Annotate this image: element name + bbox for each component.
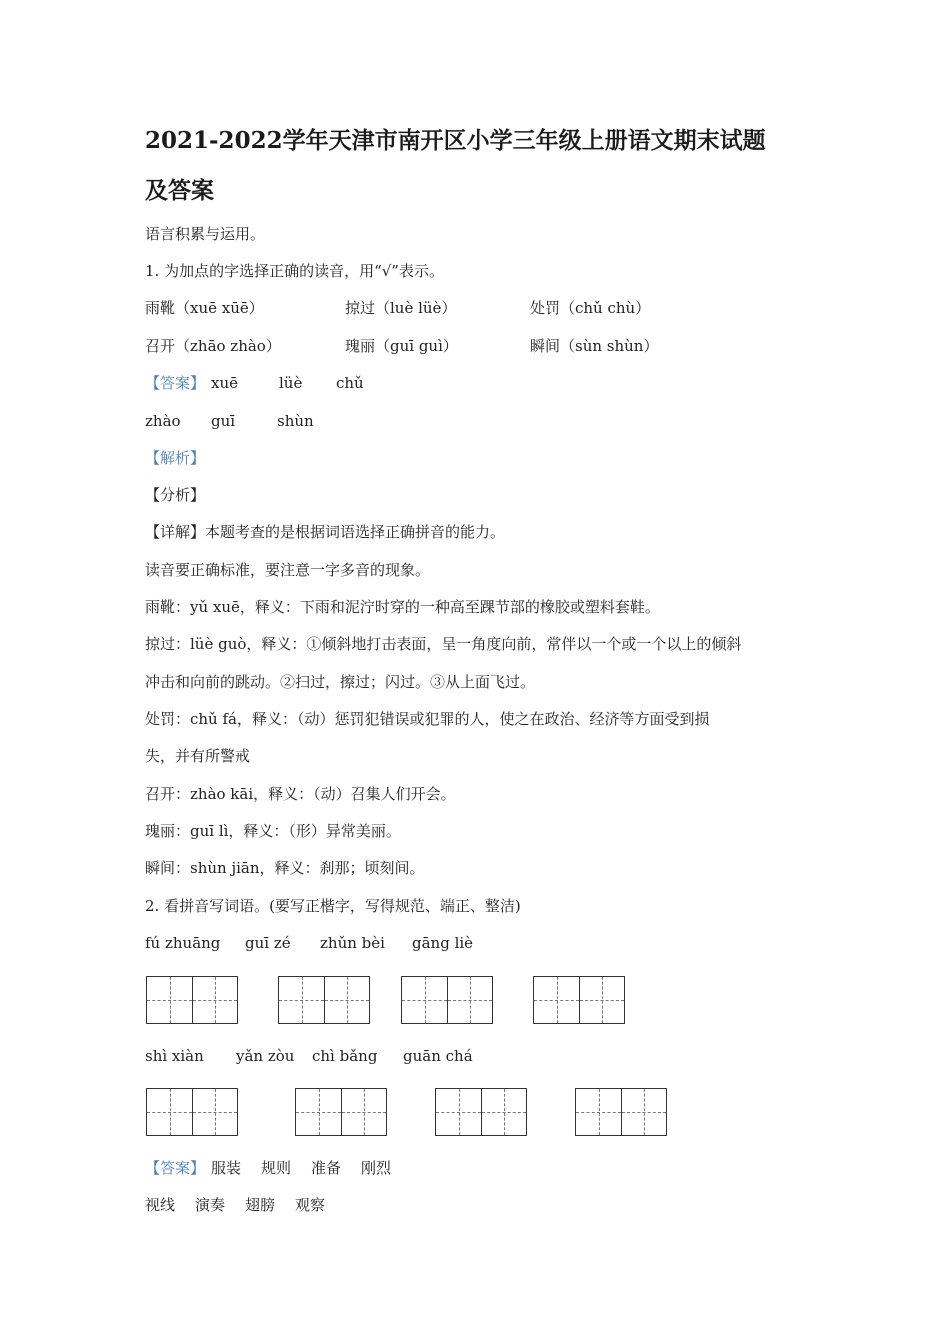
writing-grid — [435, 1088, 527, 1136]
q1-answer-2: lüè — [279, 374, 303, 392]
q1-analysis-tag: 【解析】 — [145, 449, 206, 467]
writing-box — [296, 1089, 341, 1135]
writing-box — [436, 1089, 481, 1135]
writing-box — [621, 1089, 666, 1135]
q2-answer-7: 翅膀 — [245, 1196, 276, 1214]
q2-answer-8: 观察 — [295, 1196, 326, 1214]
writing-box — [402, 977, 447, 1023]
q2-answer-1: 服装 — [211, 1159, 242, 1177]
section-heading: 语言积累与运用。 — [145, 225, 266, 243]
q1-detail — [145, 522, 505, 542]
q2-pinyin-3: zhǔn bèi — [320, 934, 385, 952]
q2-pinyin-7: chì bǎng — [312, 1047, 378, 1065]
writing-box — [192, 977, 237, 1023]
q1-explanation-line: 掠过：lüè guò，释义：①倾斜地打击表面，呈一角度向前，常伴以一个或一个以上的倾斜 — [145, 635, 742, 653]
q1-option-4: 召开（zhāo zhào） — [145, 337, 281, 355]
q1-explanation-line: 读音要正确标准，要注意一字多音的现象。 — [145, 561, 431, 579]
q1-answer-1: xuē — [211, 374, 238, 392]
writing-grid — [146, 976, 238, 1024]
q1-answer-3: chǔ — [336, 374, 364, 392]
q1-explanation-line: 处罚：chǔ fá，释义：（动）惩罚犯错误或犯罪的人，使之在政治、经济等方面受到损 — [145, 710, 710, 728]
q2-answer-2: 规则 — [261, 1159, 292, 1177]
writing-box — [447, 977, 492, 1023]
question-2-prompt: 2. 看拼音写词语。(要写正楷字，写得规范、端正、整洁) — [145, 897, 521, 915]
writing-grid — [401, 976, 493, 1024]
q1-explanation-line: 瑰丽：guī lì，释义：（形）异常美丽。 — [145, 822, 401, 840]
writing-box — [481, 1089, 526, 1135]
q1-detail-text: 本题考查的是根据词语选择正确拼音的能力。 — [205, 523, 506, 541]
writing-box — [192, 1089, 237, 1135]
q1-option-5: 瑰丽（guī guì） — [345, 337, 458, 355]
writing-grid — [295, 1088, 387, 1136]
q1-option-6: 瞬间（sùn shùn） — [530, 337, 659, 355]
writing-box — [341, 1089, 386, 1135]
q2-answer-tag: 【答案】 — [145, 1159, 206, 1177]
q2-answer-5: 视线 — [145, 1196, 176, 1214]
q1-explanation-line: 雨靴：yǔ xuē，释义：下雨和泥泞时穿的一种高至踝节部的橡胶或塑料套鞋。 — [145, 598, 660, 616]
writing-box — [279, 977, 324, 1023]
q2-answer-6: 演奏 — [195, 1196, 226, 1214]
writing-grid — [533, 976, 625, 1024]
writing-box — [147, 1089, 192, 1135]
q2-pinyin-6: yǎn zòu — [236, 1047, 295, 1065]
q1-detail-tag: 【详解】 — [145, 523, 206, 541]
writing-box — [324, 977, 369, 1023]
q2-pinyin-5: shì xiàn — [145, 1047, 204, 1065]
q2-pinyin-4: gāng liè — [412, 934, 474, 952]
writing-box — [579, 977, 624, 1023]
writing-grid — [575, 1088, 667, 1136]
writing-box — [576, 1089, 621, 1135]
q2-pinyin-2: guī zé — [245, 934, 291, 952]
q1-option-3: 处罚（chǔ chù） — [530, 299, 651, 317]
q1-fenxi-tag: 【分析】 — [145, 486, 206, 504]
q2-answer-4: 刚烈 — [361, 1159, 392, 1177]
q1-answer-tag: 【答案】 — [145, 374, 206, 392]
q2-pinyin-8: guān chá — [403, 1047, 473, 1065]
q1-option-2: 掠过（luè lüè） — [345, 299, 457, 317]
q1-explanation-line: 瞬间：shùn jiān，释义：刹那；顷刻间。 — [145, 859, 425, 877]
q1-answer-6: shùn — [277, 412, 314, 430]
q1-option-1: 雨靴（xuē xūē） — [145, 299, 264, 317]
q1-explanation-line: 召开：zhào kāi，释义：（动）召集人们开会。 — [145, 785, 456, 803]
q1-explanation-line: 冲击和向前的跳动。②扫过，擦过；闪过。③从上面飞过。 — [145, 673, 536, 691]
question-1-prompt: 1. 为加点的字选择正确的读音，用“√”表示。 — [145, 262, 444, 280]
q2-answer-3: 准备 — [311, 1159, 342, 1177]
document-title-line-1: 2021-2022学年天津市南开区小学三年级上册语文期末试题 — [145, 127, 766, 154]
writing-box — [534, 977, 579, 1023]
writing-grid — [146, 1088, 238, 1136]
q2-pinyin-1: fú zhuāng — [145, 934, 221, 952]
document-title-line-2: 及答案 — [145, 177, 214, 204]
q1-explanation-line: 失，并有所警戒 — [145, 747, 251, 765]
writing-box — [147, 977, 192, 1023]
writing-grid — [278, 976, 370, 1024]
q1-answer-4: zhào — [145, 412, 181, 430]
q1-answer-5: guī — [211, 412, 236, 430]
